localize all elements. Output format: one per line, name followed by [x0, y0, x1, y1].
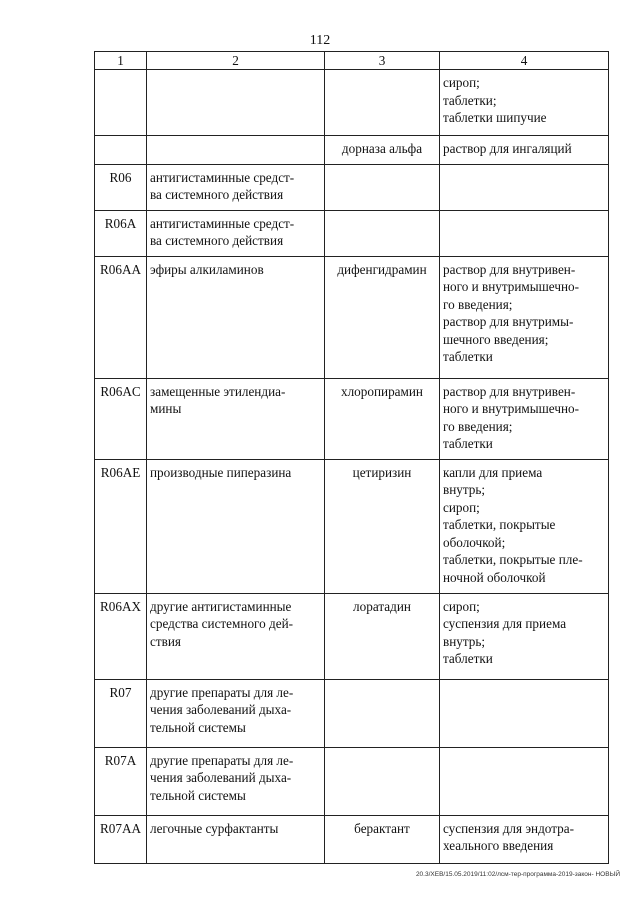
table-row — [95, 593, 609, 679]
dosage-form-cell — [440, 679, 609, 747]
group-name-line: замещенные этилендиа- — [150, 383, 286, 399]
dosage-form-cell — [440, 210, 609, 256]
group-name-cell — [147, 136, 325, 165]
table-row — [95, 136, 609, 165]
drug-name-cell: берактант — [325, 815, 440, 863]
drug-name-cell — [325, 70, 440, 136]
group-name-cell — [147, 459, 325, 593]
table-row — [95, 70, 609, 136]
dosage-form-line: раствор для ингаляций — [443, 141, 572, 156]
table-row — [95, 164, 609, 210]
dosage-form-line: таблетки — [443, 651, 493, 666]
table-row — [95, 210, 609, 256]
dosage-form-line: таблетки шипучие — [443, 110, 547, 125]
drug-name-cell — [325, 747, 440, 815]
page-number: 112 — [309, 33, 331, 48]
dosage-form-cell — [440, 747, 609, 815]
table-row — [95, 679, 609, 747]
dosage-form-cell — [440, 378, 609, 459]
group-name-line: ва системного действия — [150, 187, 284, 202]
atc-code-cell — [95, 136, 147, 165]
group-name-cell — [147, 210, 325, 256]
dosage-form-line: суспензия для приема — [443, 616, 567, 631]
group-name-line: другие антигистаминные — [150, 598, 292, 614]
group-name-line: антигистаминные средст- — [150, 169, 295, 185]
group-name-cell — [147, 593, 325, 679]
dosage-form-line: оболочкой; — [443, 534, 506, 550]
table-row — [95, 747, 609, 815]
dosage-form-line: внутрь; — [443, 482, 486, 497]
drug-name-cell: дифенгидрамин — [325, 256, 440, 378]
dosage-form-line: таблетки, покрытые пле- — [443, 552, 583, 567]
group-name-line: ва системного действия — [150, 233, 284, 248]
table-header-row — [95, 52, 609, 70]
column-header-1: 1 — [95, 52, 147, 70]
atc-code-cell: R07A — [95, 747, 147, 815]
dosage-form-line: раствор для внутримы- — [443, 314, 574, 329]
group-name-line: тельной системы — [150, 787, 246, 803]
group-name-line: другие препараты для ле- — [150, 752, 294, 768]
column-header-2: 2 — [147, 52, 325, 70]
dosage-form-line: шечного введения; — [443, 331, 549, 347]
group-name-line: антигистаминные средст- — [150, 215, 295, 231]
dosage-form-line: таблетки — [443, 349, 493, 364]
group-name-cell — [147, 256, 325, 378]
dosage-form-line: сироп; — [443, 598, 480, 614]
atc-code-cell: R07 — [95, 679, 147, 747]
dosage-form-cell — [440, 136, 609, 165]
drug-name-cell: цетиризин — [325, 459, 440, 593]
table-row — [95, 459, 609, 593]
dosage-form-cell — [440, 164, 609, 210]
dosage-form-line: таблетки; — [443, 92, 497, 108]
group-name-line: средства системного дей- — [150, 616, 294, 631]
dosage-form-line: ного и внутримышечно- — [443, 401, 579, 416]
group-name-line: чения заболеваний дыха- — [150, 770, 292, 785]
atc-code-cell: R06AA — [95, 256, 147, 378]
dosage-form-line: го введения; — [443, 296, 513, 312]
table-row — [95, 815, 609, 863]
dosage-form-line: раствор для внутривен- — [443, 261, 576, 277]
dosage-form-line: хеального введения — [443, 838, 554, 853]
dosage-form-line: ночной оболочкой — [443, 569, 546, 585]
dosage-form-line: таблетки — [443, 436, 493, 451]
table-row — [95, 256, 609, 378]
dosage-form-cell — [440, 593, 609, 679]
group-name-line: тельной системы — [150, 719, 246, 735]
drug-name-cell — [325, 210, 440, 256]
column-header-4: 4 — [440, 52, 609, 70]
dosage-form-line: суспензия для эндотра- — [443, 820, 574, 836]
dosage-form-line: ного и внутримышечно- — [443, 279, 579, 294]
group-name-line: эфиры алкиламинов — [150, 261, 264, 277]
table-row — [95, 378, 609, 459]
dosage-form-line: го введения; — [443, 418, 513, 434]
dosage-form-line: капли для приема — [443, 464, 543, 480]
group-name-line: другие препараты для ле- — [150, 684, 294, 700]
atc-code-cell: R07AA — [95, 815, 147, 863]
atc-code-cell: R06AC — [95, 378, 147, 459]
dosage-form-line: внутрь; — [443, 633, 486, 649]
group-name-line: ствия — [150, 633, 181, 649]
dosage-form-line: сироп; — [443, 499, 480, 515]
dosage-form-line: раствор для внутривен- — [443, 383, 576, 399]
group-name-cell — [147, 70, 325, 136]
atc-code-cell: R06AX — [95, 593, 147, 679]
atc-code-cell: R06AE — [95, 459, 147, 593]
drug-name-cell — [325, 164, 440, 210]
drug-name-cell: дорназа альфа — [325, 136, 440, 165]
group-name-line: чения заболеваний дыха- — [150, 702, 292, 717]
drug-name-cell: лоратадин — [325, 593, 440, 679]
group-name-cell — [147, 815, 325, 863]
drug-name-cell: хлоропирамин — [325, 378, 440, 459]
group-name-line: производные пиперазина — [150, 464, 292, 480]
dosage-form-cell — [440, 256, 609, 378]
atc-code-cell — [95, 70, 147, 136]
group-name-line: мины — [150, 401, 182, 416]
footer-stamp: 20.3/ХЕВ/15.05.2019/11:02/лсм-тер-программа-2019-закон- НОВЫЙ — [415, 871, 620, 878]
atc-code-cell: R06 — [95, 164, 147, 210]
column-header-3: 3 — [325, 52, 440, 70]
group-name-line: легочные сурфактанты — [150, 820, 279, 836]
dosage-form-line: сироп; — [443, 75, 480, 90]
group-name-cell — [147, 164, 325, 210]
dosage-form-line: таблетки, покрытые — [443, 517, 556, 532]
dosage-form-cell — [440, 70, 609, 136]
dosage-form-cell — [440, 815, 609, 863]
drug-name-cell — [325, 679, 440, 747]
dosage-form-cell — [440, 459, 609, 593]
group-name-cell — [147, 747, 325, 815]
medication-table — [94, 51, 609, 864]
group-name-cell — [147, 679, 325, 747]
atc-code-cell: R06A — [95, 210, 147, 256]
group-name-cell — [147, 378, 325, 459]
